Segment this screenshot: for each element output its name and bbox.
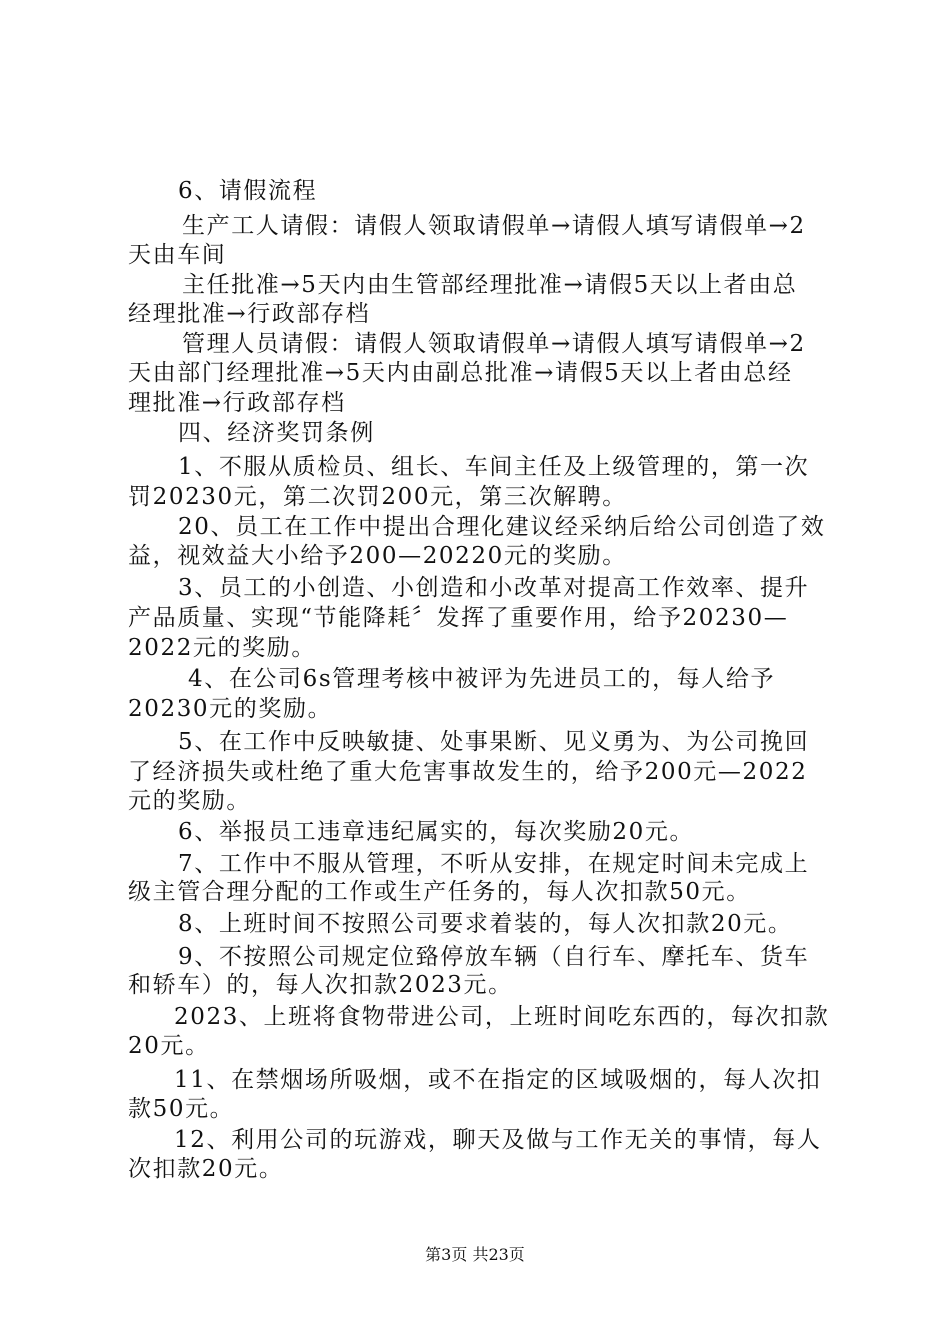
paragraph-line: 天由车间 — [128, 242, 227, 268]
section-heading-leave-process: 6、请假流程 — [178, 178, 318, 204]
paragraph-line: 2022元的奖励。 — [128, 635, 316, 661]
list-item: 4、在公司6s管理考核中被评为先进员工的，每人给予 — [188, 666, 776, 692]
paragraph-line: 20230元的奖励。 — [128, 696, 333, 722]
paragraph-line: 罚20230元，第二次罚200元，第三次解聘。 — [128, 484, 627, 510]
list-item: 20、员工在工作中提出合理化建议经采纳后给公司创造了效 — [178, 514, 826, 540]
list-item: 7、工作中不服从管理，不听从安排，在规定时间未完成上 — [178, 851, 810, 877]
paragraph-line: 理批准→行政部存档 — [128, 390, 346, 416]
list-item: 6、举报员工违章违纪属实的，每次奖励20元。 — [178, 819, 695, 845]
paragraph-line: 级主管合理分配的工作或生产任务的，每人次扣款50元。 — [128, 879, 751, 905]
paragraph-line: 管理人员请假：请假人领取请假单→请假人填写请假单→2 — [182, 331, 806, 357]
paragraph-line: 主任批准→5天内由生管部经理批准→请假5天以上者由总 — [182, 272, 798, 298]
paragraph-line: 20元。 — [128, 1033, 210, 1059]
list-item: 8、上班时间不按照公司要求着装的，每人次扣款20元。 — [178, 911, 793, 937]
paragraph-line: 经理批准→行政部存档 — [128, 301, 371, 327]
paragraph-line: 和轿车）的，每人次扣款2023元。 — [128, 972, 513, 998]
paragraph-line: 元的奖励。 — [128, 788, 251, 814]
paragraph-line: 产品质量、实现“节能降耗〞发挥了重要作用，给予20230— — [128, 605, 789, 631]
list-item: 2023、上班将食物带进公司，上班时间吃东西的，每次扣款 — [174, 1004, 830, 1030]
section-heading-rewards-penalties: 四、经济奖罚条例 — [178, 420, 375, 446]
paragraph-line: 益，视效益大小给予200—20220元的奖励。 — [128, 543, 627, 569]
paragraph-line: 款50元。 — [128, 1096, 235, 1122]
list-item: 12、利用公司的玩游戏，聊天及做与工作无关的事情，每人 — [174, 1127, 822, 1153]
list-item: 9、不按照公司规定位臵停放车辆（自行车、摩托车、货车 — [178, 944, 810, 970]
paragraph-line: 生产工人请假：请假人领取请假单→请假人填写请假单→2 — [182, 213, 806, 239]
list-item: 11、在禁烟场所吸烟，或不在指定的区域吸烟的，每人次扣 — [174, 1067, 822, 1093]
page-number-footer: 第3页 共23页 — [425, 1245, 525, 1264]
paragraph-line: 天由部门经理批准→5天内由副总批准→请假5天以上者由总经 — [128, 360, 793, 386]
list-item: 1、不服从质检员、组长、车间主任及上级管理的，第一次 — [178, 454, 810, 480]
list-item: 5、在工作中反映敏捷、处事果断、见义勇为、为公司挽回 — [178, 729, 810, 755]
list-item: 3、员工的小创造、小创造和小改革对提高工作效率、提升 — [178, 575, 810, 601]
paragraph-line: 了经济损失或杜绝了重大危害事故发生的，给予200元—2022 — [128, 759, 808, 785]
paragraph-line: 次扣款20元。 — [128, 1156, 284, 1182]
